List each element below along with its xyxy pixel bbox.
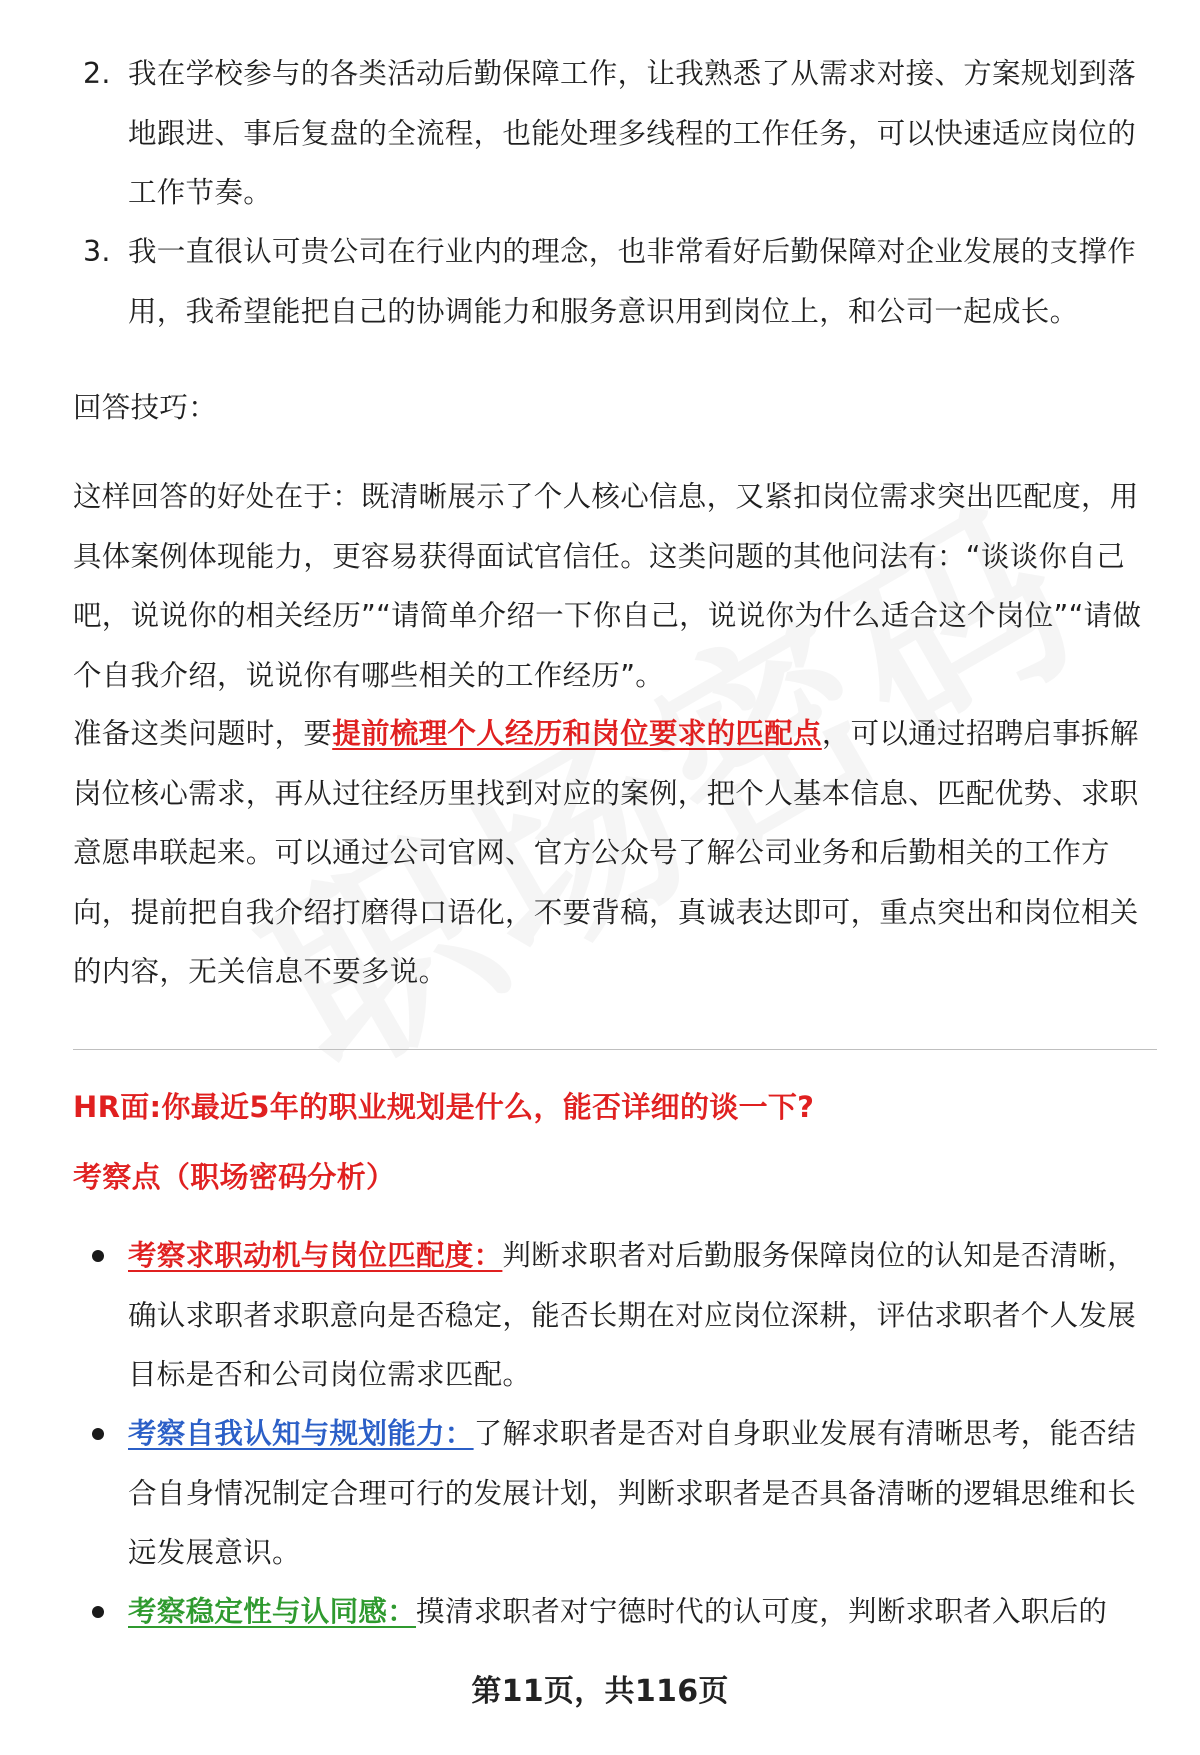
list-item <box>92 1582 1153 1642</box>
bullet-label: 考察稳定性与认同感： <box>128 1595 417 1628</box>
bullet-text: 了解求职者是否对自身职业发展有清晰思考，能否结合自身情况制定合理可行的发展计划，判断求职者是否具备清晰的逻辑思维和长远发展意识。 <box>128 1417 1137 1569</box>
key-point-highlight: 提前梳理个人经历和岗位要求的匹配点 <box>332 717 822 750</box>
list-item-text: 我一直很认可贵公司在行业内的理念，也非常看好后勤保障对企业发展的支撑作用，我希望能把自己的协调能力和服务意识用到岗位上，和公司一起成长。 <box>128 235 1137 328</box>
bullet-label: 考察求职动机与岗位匹配度： <box>128 1239 503 1272</box>
tips-label: 回答技巧： <box>73 391 218 424</box>
tips-paragraph-2-start: 准备这类问题时，要 <box>73 717 333 750</box>
bullet-icon <box>92 1250 104 1262</box>
interview-question: HR面:你最近5年的职业规划是什么，能否详细的谈一下? <box>73 1090 815 1124</box>
list-item-text: 我在学校参与的各类活动后勤保障工作，让我熟悉了从需求对接、方案规划到落地跟进、事后复盘的全流程，也能处理多线程的工作任务，可以快速适应岗位的工作节奏。 <box>128 57 1137 209</box>
list-item-number: 3. <box>83 235 111 268</box>
list-item-number: 2. <box>83 57 111 90</box>
list-item <box>83 222 1153 341</box>
bullet-label: 考察自我认知与规划能力： <box>128 1417 474 1450</box>
section-title: 考察点（职场密码分析） <box>73 1160 396 1194</box>
list-item <box>83 44 1153 223</box>
tips-paragraph-2 <box>73 704 1153 1002</box>
tips-paragraph-1: 这样回答的好处在于：既清晰展示了个人核心信息，又紧扣岗位需求突出匹配度，用具体案例体现能力，更容易获得面试官信任。这类问题的其他问法有：“谈谈你自己吧，说说你的相关经历”“请简单介绍一下你自己，说说你为什么适合这个岗位”“请做个自我介绍，说说你有哪些相关的工作经历”。 <box>73 480 1142 692</box>
bullet-text: 判断求职者对后勤服务保障岗位的认知是否清晰，确认求职者求职意向是否稳定，能否长期在对应岗位深耕，评估求职者个人发展目标是否和公司岗位需求匹配。 <box>128 1239 1137 1391</box>
tips-paragraph-2-rest: ，可以通过招聘启事拆解岗位核心需求，再从过往经历里找到对应的案例，把个人基本信息、匹配优势、求职意愿串联起来。可以通过公司官网、官方公众号了解公司业务和后勤相关的工作方向，提前把自我介绍打磨得口语化，不要背稿，真诚表达即可，重点突出和岗位相关的内容，无关信息不要多说。 <box>73 717 1139 988</box>
bullet-icon <box>92 1606 104 1618</box>
bullet-icon <box>92 1428 104 1440</box>
list-item <box>92 1404 1153 1583</box>
section-divider <box>73 1049 1157 1050</box>
list-item <box>92 1226 1153 1405</box>
page-number: 第11页，共116页 <box>471 1674 729 1709</box>
bullet-text: 摸清求职者对宁德时代的认可度，判断求职者入职后的 <box>416 1595 1108 1628</box>
